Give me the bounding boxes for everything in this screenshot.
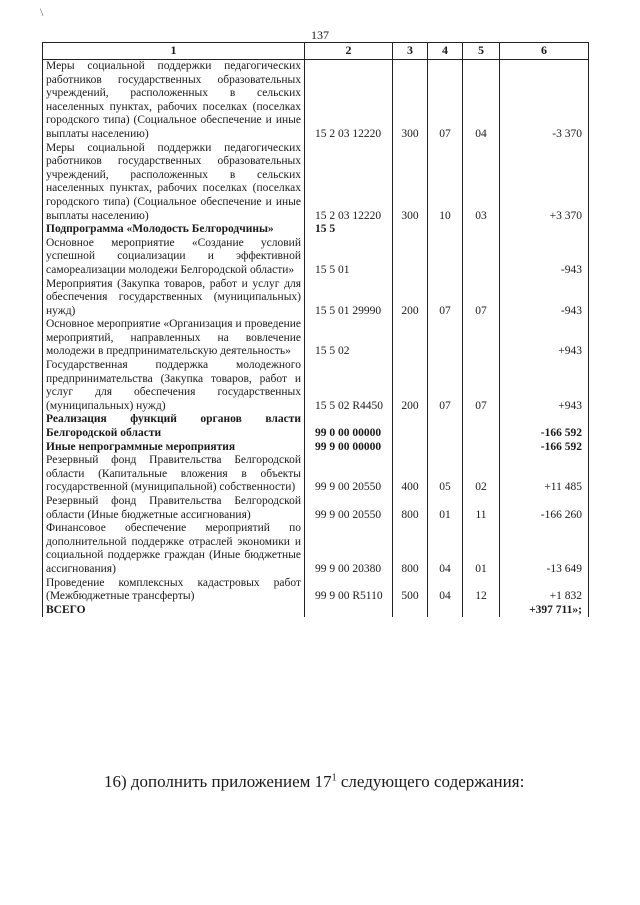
amendment-text	[104, 772, 524, 792]
table-row	[43, 441, 589, 455]
row-code: 99 9 00 20550	[305, 454, 393, 495]
table-row	[43, 522, 589, 576]
row-description: Государственная поддержка молодежного предпринимательства (Закупка товаров, работ и услуг для обеспечения государственных (муниципальных) нужд)	[43, 359, 305, 413]
row-subsection: 07	[463, 278, 500, 319]
row-expense-type	[393, 441, 428, 455]
header-col-4: 4	[428, 43, 463, 60]
row-description: Резервный фонд Правительства Белгородской области (Капитальные вложения в объекты государственной (муниципальной) собственности)	[43, 454, 305, 495]
row-code: 99 9 00 00000	[305, 441, 393, 455]
row-section: 05	[428, 454, 463, 495]
row-amount: +943	[500, 318, 589, 359]
corner-mark: \	[40, 5, 44, 19]
row-section: 04	[428, 522, 463, 576]
table-row	[43, 142, 589, 224]
row-expense-type	[393, 604, 428, 618]
row-description: Мероприятия (Закупка товаров, работ и услуг для обеспечения государственных (муниципальных) нужд)	[43, 278, 305, 319]
table-row	[43, 413, 589, 440]
row-amount: +3 370	[500, 142, 589, 224]
amendment-superscript: 1	[331, 772, 337, 784]
table-row	[43, 318, 589, 359]
table-row	[43, 237, 589, 278]
row-code: 15 2 03 12220	[305, 142, 393, 224]
row-amount: +943	[500, 359, 589, 413]
table-row	[43, 454, 589, 495]
row-code: 15 5 02 R4450	[305, 359, 393, 413]
row-code: 99 9 00 20550	[305, 495, 393, 522]
row-code: 99 9 00 20380	[305, 522, 393, 576]
row-code: 99 0 00 00000	[305, 413, 393, 440]
row-description: Проведение комплексных кадастровых работ (Межбюджетные трансферты)	[43, 577, 305, 604]
table-body	[43, 60, 589, 618]
row-section	[428, 413, 463, 440]
row-amount: -166 260	[500, 495, 589, 522]
table-row	[43, 359, 589, 413]
row-description: Подпрограмма «Молодость Белгородчины»	[43, 223, 305, 237]
row-amount: +397 711»;	[500, 604, 589, 618]
row-amount: +11 485	[500, 454, 589, 495]
row-amount: -166 592	[500, 441, 589, 455]
row-expense-type	[393, 318, 428, 359]
row-subsection: 04	[463, 60, 500, 142]
row-expense-type	[393, 237, 428, 278]
row-section	[428, 223, 463, 237]
row-expense-type: 200	[393, 278, 428, 319]
table-row	[43, 495, 589, 522]
table-row	[43, 577, 589, 604]
row-subsection: 01	[463, 522, 500, 576]
row-amount: -166 592	[500, 413, 589, 440]
header-col-5: 5	[463, 43, 500, 60]
row-amount	[500, 223, 589, 237]
row-section: 07	[428, 278, 463, 319]
row-description: Меры социальной поддержки педагогических работников государственных образовательных учреждений, расположенных в сельских населенных пунктах, рабочих поселках (поселках городского типа) (Социальное обеспечение и иные выплаты населению)	[43, 60, 305, 142]
row-subsection	[463, 318, 500, 359]
row-description: Основное мероприятие «Организация и проведение мероприятий, направленных на вовлечение молодежи в предпринимательскую деятельность»	[43, 318, 305, 359]
header-col-6: 6	[500, 43, 589, 60]
row-code: 15 5 01 29990	[305, 278, 393, 319]
row-expense-type: 800	[393, 495, 428, 522]
row-subsection: 12	[463, 577, 500, 604]
row-section	[428, 237, 463, 278]
row-section	[428, 318, 463, 359]
row-code: 15 2 03 12220	[305, 60, 393, 142]
row-section: 01	[428, 495, 463, 522]
row-subsection: 03	[463, 142, 500, 224]
row-amount: +1 832	[500, 577, 589, 604]
page-number: 137	[311, 28, 329, 42]
row-section	[428, 441, 463, 455]
row-subsection: 11	[463, 495, 500, 522]
row-subsection	[463, 237, 500, 278]
row-section	[428, 604, 463, 618]
table-row	[43, 278, 589, 319]
row-subsection: 07	[463, 359, 500, 413]
row-description: Меры социальной поддержки педагогических работников государственных образовательных учреждений, расположенных в сельских населенных пунктах, рабочих поселках (поселках городского типа) (Социальное обеспечение и иные выплаты населению)	[43, 142, 305, 224]
header-col-1: 1	[43, 43, 305, 60]
row-code: 15 5 02	[305, 318, 393, 359]
row-code: 15 5	[305, 223, 393, 237]
row-description: Иные непрограммные мероприятия	[43, 441, 305, 455]
row-amount: -3 370	[500, 60, 589, 142]
row-description: Основное мероприятие «Создание условий успешной социализации и эффективной самореализации молодежи Белгородской области»	[43, 237, 305, 278]
row-expense-type	[393, 223, 428, 237]
row-subsection: 02	[463, 454, 500, 495]
row-expense-type: 200	[393, 359, 428, 413]
row-section: 07	[428, 60, 463, 142]
row-section: 07	[428, 359, 463, 413]
amendment-suffix: следующего содержания:	[336, 772, 525, 791]
row-expense-type	[393, 413, 428, 440]
row-subsection	[463, 441, 500, 455]
budget-table	[42, 42, 589, 617]
table-row	[43, 223, 589, 237]
header-col-3: 3	[393, 43, 428, 60]
row-code: 15 5 01	[305, 237, 393, 278]
row-expense-type: 300	[393, 142, 428, 224]
row-amount: -943	[500, 278, 589, 319]
row-description: Резервный фонд Правительства Белгородской области (Иные бюджетные ассигнования)	[43, 495, 305, 522]
row-amount: -13 649	[500, 522, 589, 576]
row-code: 99 9 00 R5110	[305, 577, 393, 604]
row-amount: -943	[500, 237, 589, 278]
row-expense-type: 800	[393, 522, 428, 576]
row-section: 10	[428, 142, 463, 224]
amendment-prefix: 16) дополнить приложением 17	[104, 772, 332, 791]
row-description: ВСЕГО	[43, 604, 305, 618]
row-subsection	[463, 604, 500, 618]
row-expense-type: 500	[393, 577, 428, 604]
row-subsection	[463, 223, 500, 237]
row-section: 04	[428, 577, 463, 604]
table-row	[43, 60, 589, 142]
row-code	[305, 604, 393, 618]
row-expense-type: 400	[393, 454, 428, 495]
header-col-2: 2	[305, 43, 393, 60]
table-row	[43, 604, 589, 618]
row-description: Реализация функций органов власти Белгородской области	[43, 413, 305, 440]
row-description: Финансовое обеспечение мероприятий по дополнительной поддержке отраслей экономики и социальной поддержке граждан (Иные бюджетные ассигнования)	[43, 522, 305, 576]
row-subsection	[463, 413, 500, 440]
row-expense-type: 300	[393, 60, 428, 142]
table-header-row	[43, 43, 589, 60]
